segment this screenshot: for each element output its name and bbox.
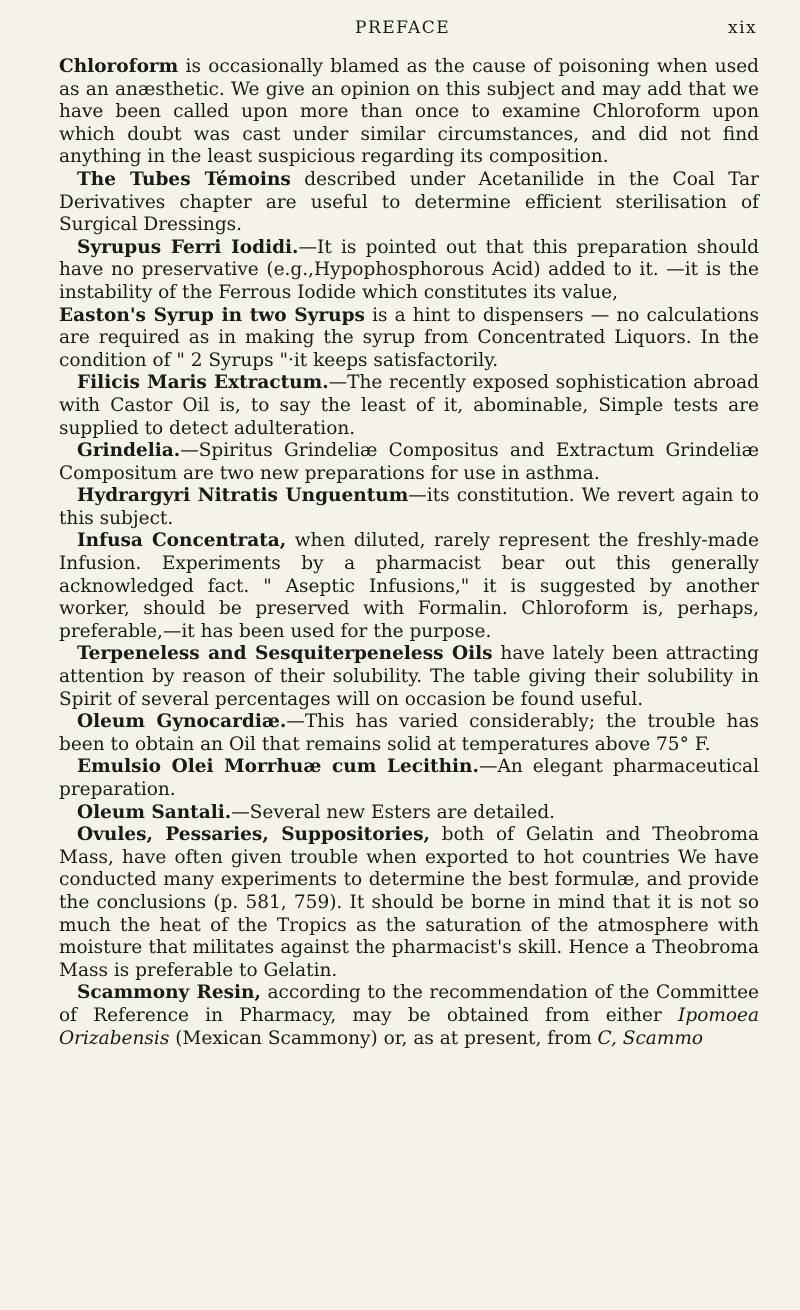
entry-text: when diluted, rarely represent the freshly-made Infusion. Experiments by a pharmacist bear out this generally acknowledged fact. " Aseptic Infusions," it is suggested by another worker, should be preserved with Formalin. Chloroform is, perhaps, preferable,—it has been used for the purpose. — [59, 530, 760, 642]
entry-term: Infusa Concentrata, — [77, 530, 287, 552]
entry-italic-continued: C, Scammo — [597, 1027, 704, 1049]
running-title: PREFACE — [355, 18, 451, 38]
entry-text: is occasionally blamed as the cause of poisoning when used as an anæsthetic. We give an opinion on this subject and may add that we have been called upon more than once to examine Chloroform upon which doubt was cast under similar circumstances, and did not find anything in the least suspicious regarding its composition. — [59, 56, 759, 168]
entry-term: Terpeneless and Sesquiterpeneless Oils — [77, 643, 493, 665]
paragraph-oleum-santali — [59, 802, 759, 825]
entry-text: —Spiritus Grindeliæ Compositus and Extractum Grindeliæ Compositum are two new preparations for use in asthma. — [59, 440, 759, 484]
paragraph-eastons-syrup — [59, 305, 759, 373]
paragraph-terpeneless — [59, 643, 759, 711]
running-header — [0, 14, 800, 42]
entry-italic: Ipomoea Orizabensis — [59, 1004, 759, 1049]
entry-term: Hydrargyri Nitratis Unguentum — [77, 485, 409, 507]
paragraph-grindelia — [59, 440, 759, 485]
paragraph-syrupus-ferri — [59, 237, 759, 305]
entry-term: Filicis Maris Extractum. — [77, 372, 329, 394]
paragraph-filicis-maris — [59, 372, 759, 440]
entry-term: Grindelia. — [77, 440, 181, 462]
entry-text: —This has varied considerably; the trouble has been to obtain an Oil that remains solid at temperatures above 75° F. — [59, 711, 759, 755]
entry-text: —An elegant pharmaceutical preparation. — [59, 756, 759, 800]
entry-text: —The recently exposed sophistication abroad with Castor Oil is, to say the least of it, abominable, Simple tests are supplied to detect adulteration. — [59, 372, 759, 439]
entry-text: described under Acetanilide in the Coal Tar Derivatives chapter are useful to determine efficient sterilisation of Surgical Dressings. — [59, 168, 759, 236]
paragraph-ovules — [59, 824, 759, 982]
entry-term: Syrupus Ferri Iodidi. — [77, 236, 299, 258]
entry-term: Oleum Santali. — [77, 801, 232, 823]
entry-text: have lately been attracting attention by reason of their solubility. The table giving their solubility in Spirit of several percentages will on occasion be found useful. — [59, 643, 759, 710]
entry-text: —its constitution. We revert again to this subject. — [59, 485, 760, 529]
entry-text: both of Gelatin and Theobroma Mass, have often given trouble when exported to hot countries We have conducted many experiments to determine the best formulæ, and provide the conclusions (p. 581, 759). It should be borne in mind that it is not so much the heat of the Tropics as the saturation of the atmosphere with moisture that militates against the pharmacist's skill. Hence a Theobroma Mass is preferable to Gelatin. — [59, 824, 759, 981]
entry-term: The Tubes Témoins — [77, 168, 291, 190]
entry-text-continued: (Mexican Scammony) or, as at present, from — [169, 1027, 598, 1049]
paragraph-tubes-temoins — [59, 169, 759, 237]
entry-text: according to the recommendation of the Committee of Reference in Pharmacy, may be obtained from either — [59, 982, 759, 1026]
body-text — [59, 56, 759, 1050]
paragraph-infusa — [59, 530, 759, 643]
entry-text: is a hint to dispensers — no calculations are required as in making the syrup from Concentrated Liquors. In the condition of " 2 Syrups "·it keeps satisfactorily. — [59, 304, 759, 371]
entry-term: Emulsio Olei Morrhuæ cum Lecithin. — [77, 756, 479, 778]
entry-text: —Several new Esters are detailed. — [231, 801, 556, 823]
paragraph-chloroform — [59, 56, 759, 169]
entry-term: Easton's Syrup in two Syrups — [59, 304, 365, 326]
paragraph-oleum-gynocardiae — [59, 711, 759, 756]
paragraph-emulsio — [59, 756, 759, 801]
page-number: xix — [728, 18, 758, 38]
entry-term: Scammony Resin, — [77, 982, 261, 1004]
entry-term: Ovules, Pessaries, Suppositories, — [77, 824, 430, 846]
entry-text: —It is pointed out that this preparation should have no preservative (e.g.,Hypophosphorous Acid) added to it. —it is the instability of the Ferrous Iodide which constitutes its value, — [59, 236, 760, 303]
entry-term: Oleum Gynocardiæ. — [77, 711, 287, 733]
paragraph-scammony — [59, 982, 759, 1050]
entry-term: Chloroform — [59, 56, 179, 77]
paragraph-hydrargyri — [59, 485, 759, 530]
